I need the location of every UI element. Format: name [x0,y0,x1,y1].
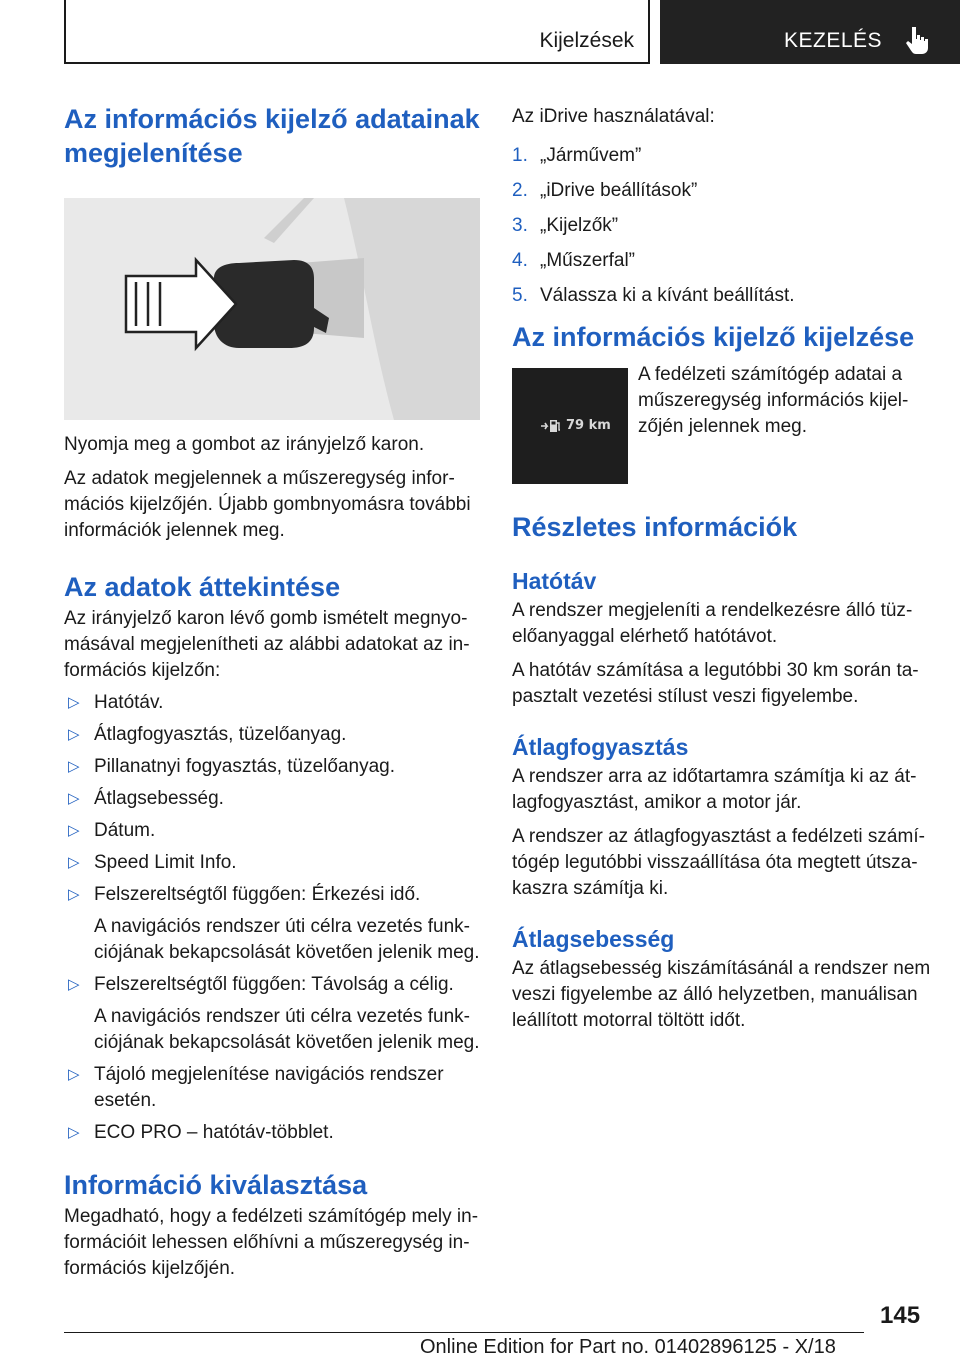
list-item [64,818,484,844]
list-item [64,786,484,812]
triangle-bullet-icon: ▷ [68,854,80,871]
chapter-label: KEZELÉS [784,29,883,52]
step-number: 4. [512,250,528,271]
average-speed-paragraph: Az átlagsebesség kiszámításánál a rendszer nem veszi figyelembe az álló helyzetben, manuálisan leállított motorral töltött időt. [512,958,931,1031]
list-item [64,972,484,1056]
list-item-note: A navigációs rendszer úti célra vezetés funkciójának bekapcsolását követően jelenik meg. [94,1006,480,1053]
select-info-text: Megadható, hogy a fedélzeti számítógép mely információit lehessen előhívni a műszeregység információs kijelzőjén. [64,1206,479,1279]
idrive-intro: Az iDrive használatával: [512,106,715,127]
range-paragraph-1: A rendszer megjeleníti a rendelkezésre álló tüzelőanyaggal elérhető hatótávot. [512,600,913,647]
photo-caption: Nyomja meg a gombot az irányjelző karon. [64,434,425,455]
instrument-display-image [512,368,628,484]
average-speed-title: Átlagsebesség [512,926,675,952]
step-number: 1. [512,145,528,166]
step-item [512,283,932,309]
list-item-text: Felszereltségtől függően: Érkezési idő. [94,884,421,905]
triangle-bullet-icon: ▷ [68,886,80,903]
triangle-bullet-icon: ▷ [68,694,80,711]
step-item [512,213,932,239]
consumption-title: Átlagfogyasztás [512,734,689,760]
pointing-hand-icon [902,24,934,56]
list-item [64,882,484,966]
step-text: „Műszerfal” [540,250,636,271]
list-item-text: Pillanatnyi fogyasztás, tüzelőanyag. [94,756,396,777]
step-item [512,248,932,274]
list-item [64,1062,484,1114]
list-item-text: Felszereltségtől függően: Távolság a célig. [94,974,454,995]
consumption-paragraph-2: A rendszer az átlagfogyasztást a fedélzeti számítógép legutóbbi visszaállítása óta megtett útszakaszra számítja ki. [512,826,925,899]
triangle-bullet-icon: ▷ [68,790,80,807]
page-number: 145 [880,1302,921,1329]
step-number: 3. [512,215,528,236]
list-item-note: A navigációs rendszer úti célra vezetés funkciójának bekapcsolását követően jelenik meg. [94,916,480,963]
list-item [64,754,484,780]
list-item-text: Speed Limit Info. [94,852,237,873]
footer-divider [64,1332,864,1333]
triangle-bullet-icon: ▷ [68,1124,80,1141]
list-item [64,690,484,716]
display-title: Az információs kijelző kijelzése [512,322,915,352]
step-text: „Kijelzők” [540,215,619,236]
step-text: „iDrive beállítások” [540,180,698,201]
lever-illustration [64,198,480,420]
overview-intro: Az irányjelző karon lévő gomb ismételt megnyomásával megjelenítheti az alábbi adatokat az információs kijelzőn: [64,608,470,681]
header-section-title: Kijelzések [539,29,634,52]
list-item [64,850,484,876]
list-item-text: Dátum. [94,820,156,841]
triangle-bullet-icon: ▷ [68,1066,80,1083]
header-chapter-tab [660,0,960,64]
consumption-paragraph-1: A rendszer arra az időtartamra számítja ki az átlagfogyasztást, amikor a motor jár. [512,766,917,813]
range-paragraph-2: A hatótáv számítása a legutóbbi 30 km során tapasztalt vezetési stílust veszi figyelembe. [512,660,919,707]
range-readout: 79 km [566,418,611,433]
step-text: „Járművem” [540,145,642,166]
details-title: Részletes információk [512,512,798,542]
idrive-steps [512,143,932,309]
details-section [512,510,932,1034]
fuel-pump-icon [540,418,562,434]
step-item [512,143,932,169]
left-column [64,102,484,1282]
list-item-text: Átlagfogyasztás, tüzelőanyag. [94,724,347,745]
triangle-bullet-icon: ▷ [68,976,80,993]
overview-title: Az adatok áttekintése [64,572,341,602]
section-title: Az információs kijelző adatainak megjelenítése [64,104,480,168]
step-number: 2. [512,180,528,201]
list-item-text: Hatótáv. [94,692,164,713]
triangle-bullet-icon: ▷ [68,758,80,775]
turn-signal-lever-photo [64,198,480,420]
step-text: Válassza ki a kívánt beállítást. [540,285,795,306]
footer-edition-text: Online Edition for Part no. 01402896125 - X/18 [420,1336,836,1358]
list-item-text: Átlagsebesség. [94,788,224,809]
range-title: Hatótáv [512,568,597,594]
list-item [64,722,484,748]
right-column [512,104,932,1104]
select-info-title: Információ kiválasztása [64,1170,368,1200]
list-item-text: ECO PRO – hatótáv-többlet. [94,1122,334,1143]
step-number: 5. [512,285,528,306]
list-item-text: Tájoló megjelenítése navigációs rendszer esetén. [94,1064,444,1111]
triangle-bullet-icon: ▷ [68,822,80,839]
data-list [64,690,484,1146]
display-description: A fedélzeti számítógép adatai a műszeregység információs kijelzőjén jelennek meg. [638,364,909,437]
triangle-bullet-icon: ▷ [68,726,80,743]
list-item [64,1120,484,1146]
intro-paragraph: Az adatok megjelennek a műszeregység információs kijelzőjén. Újabb gombnyomásra további információk jelennek meg. [64,468,471,541]
step-item [512,178,932,204]
